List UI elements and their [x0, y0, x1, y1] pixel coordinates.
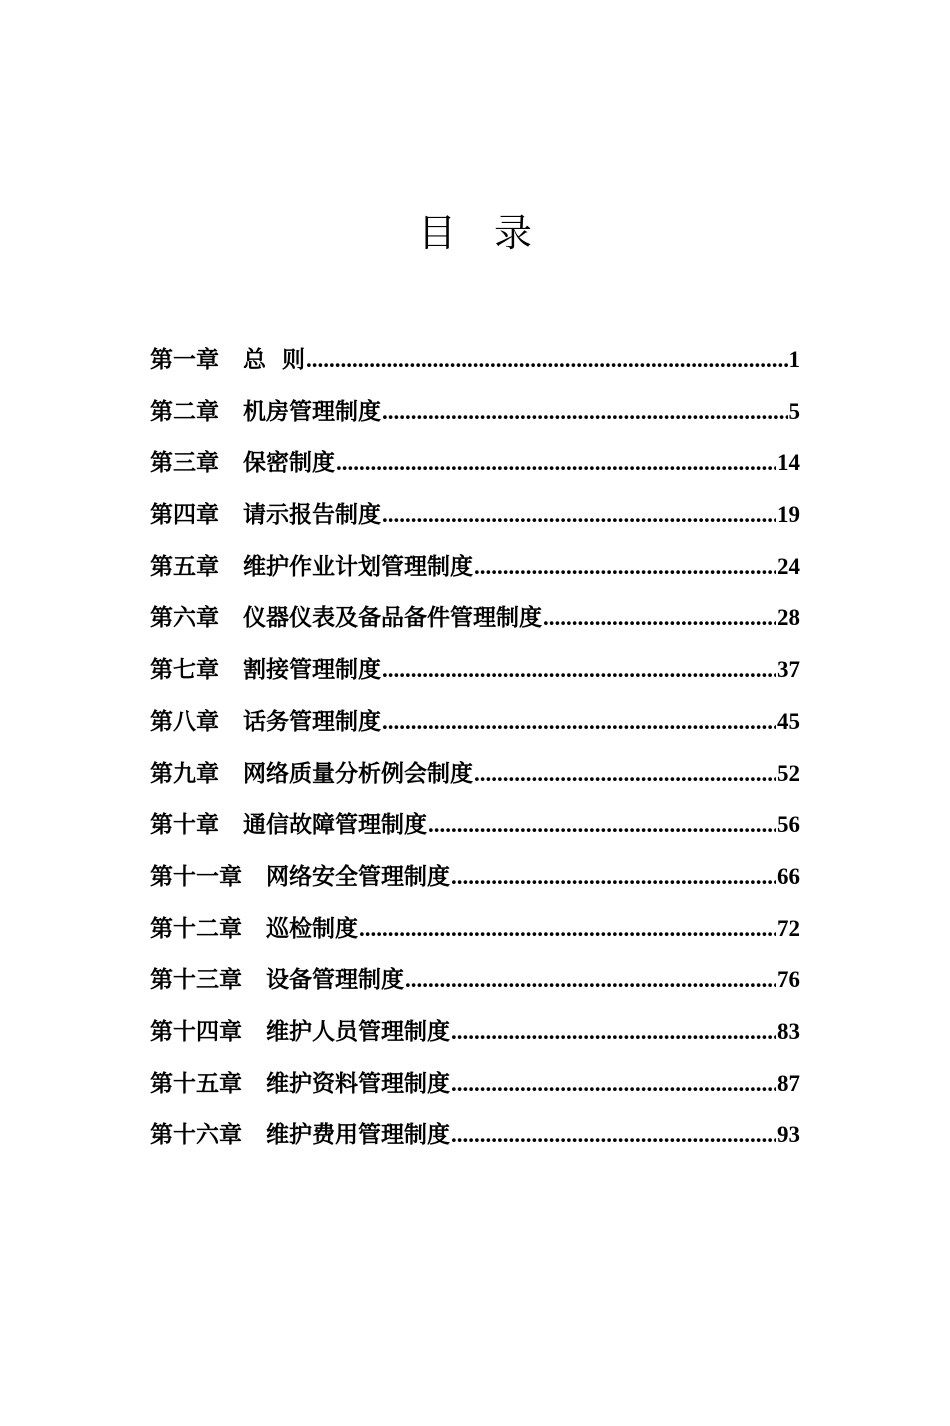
toc-page-number: 93 — [777, 1122, 800, 1148]
toc-chapter-number: 第十章 — [150, 811, 219, 839]
toc-chapter-title: 割接管理制度 — [243, 656, 381, 684]
toc-chapter-number: 第二章 — [150, 397, 219, 425]
toc-page-number: 72 — [777, 915, 800, 941]
toc-dot-leader — [474, 748, 776, 800]
toc-entry[interactable] — [150, 696, 800, 748]
toc-chapter-title: 网络质量分析例会制度 — [243, 759, 473, 787]
toc-entry[interactable] — [150, 748, 800, 800]
toc-page-number: 5 — [788, 398, 800, 424]
toc-page-number: 1 — [788, 347, 800, 372]
toc-page-number: 28 — [777, 605, 800, 631]
toc-chapter-number: 第八章 — [150, 707, 219, 735]
toc-page-number: 24 — [777, 553, 800, 579]
toc-page-number: 19 — [777, 502, 800, 528]
toc-chapter-title: 维护费用管理制度 — [266, 1121, 450, 1149]
toc-dot-leader — [428, 799, 776, 851]
toc-dot-leader — [451, 851, 776, 903]
toc-entry[interactable] — [150, 489, 800, 541]
toc-page-number: 66 — [777, 863, 800, 889]
toc-entry[interactable] — [150, 851, 800, 903]
toc-chapter-title: 网络安全管理制度 — [266, 862, 450, 890]
toc-entry[interactable] — [150, 437, 800, 489]
toc-chapter-number: 第十二章 — [150, 914, 242, 942]
toc-chapter-number: 第十三章 — [150, 966, 242, 994]
toc-dot-leader — [451, 1006, 776, 1058]
toc-entry[interactable] — [150, 644, 800, 696]
toc-dot-leader — [405, 954, 776, 1006]
toc-dot-leader — [382, 644, 776, 696]
toc-page-number: 14 — [777, 450, 800, 476]
toc-chapter-number: 第十六章 — [150, 1121, 242, 1149]
toc-chapter-title: 维护人员管理制度 — [266, 1017, 450, 1045]
toc-entry[interactable] — [150, 1058, 800, 1110]
toc-page-number: 87 — [777, 1070, 800, 1096]
toc-entry[interactable] — [150, 386, 800, 438]
toc-chapter-number: 第七章 — [150, 656, 219, 684]
toc-entry[interactable] — [150, 1109, 800, 1161]
toc-entry[interactable] — [150, 954, 800, 1006]
toc-dot-leader — [359, 903, 776, 955]
toc-chapter-number: 第六章 — [150, 604, 219, 632]
toc-dot-leader — [543, 592, 776, 644]
toc-chapter-title: 巡检制度 — [266, 914, 358, 942]
toc-page-number: 56 — [777, 812, 800, 838]
toc-chapter-number: 第五章 — [150, 552, 219, 580]
toc-chapter-title: 保密制度 — [243, 449, 335, 477]
toc-chapter-number: 第十四章 — [150, 1017, 242, 1045]
toc-chapter-number: 第一章 — [150, 346, 219, 373]
toc-chapter-title: 请示报告制度 — [243, 501, 381, 529]
toc-chapter-number: 第九章 — [150, 759, 219, 787]
toc-chapter-number: 第三章 — [150, 449, 219, 477]
toc-entry[interactable] — [150, 799, 800, 851]
toc-chapter-title: 机房管理制度 — [243, 397, 381, 425]
toc-chapter-title: 维护资料管理制度 — [266, 1069, 450, 1097]
toc-title — [0, 205, 950, 261]
toc-page-number: 45 — [777, 708, 800, 734]
toc-title-part2: 录 — [494, 211, 533, 255]
toc-page-number: 52 — [777, 760, 800, 786]
toc-entry[interactable] — [150, 903, 800, 955]
toc-dot-leader — [382, 386, 788, 438]
toc-chapter-title: 仪器仪表及备品备件管理制度 — [243, 604, 542, 632]
toc-dot-leader — [306, 334, 787, 386]
toc-dot-leader — [451, 1058, 776, 1110]
toc-entry[interactable] — [150, 592, 800, 644]
toc-chapter-number: 第十一章 — [150, 862, 242, 890]
toc-dot-leader — [336, 437, 776, 489]
toc-page-number: 37 — [777, 657, 800, 683]
toc-chapter-number: 第四章 — [150, 501, 219, 529]
toc-entry[interactable] — [150, 1006, 800, 1058]
toc-page-number: 83 — [777, 1018, 800, 1044]
toc-dot-leader — [382, 489, 776, 541]
toc-chapter-title: 维护作业计划管理制度 — [243, 552, 473, 580]
toc-dot-leader — [451, 1109, 776, 1161]
toc-chapter-title: 设备管理制度 — [266, 966, 404, 994]
toc-entry[interactable] — [150, 334, 800, 386]
toc-chapter-title: 总 则 — [243, 346, 306, 373]
toc-dot-leader — [474, 541, 776, 593]
toc-entry[interactable] — [150, 541, 800, 593]
toc-page-number: 76 — [777, 967, 800, 993]
toc-dot-leader — [382, 696, 776, 748]
toc-chapter-title: 通信故障管理制度 — [243, 811, 427, 839]
toc-chapter-title: 话务管理制度 — [243, 707, 381, 735]
toc-title-part1: 目 — [417, 211, 456, 255]
toc-list — [150, 334, 800, 1161]
toc-chapter-number: 第十五章 — [150, 1069, 242, 1097]
